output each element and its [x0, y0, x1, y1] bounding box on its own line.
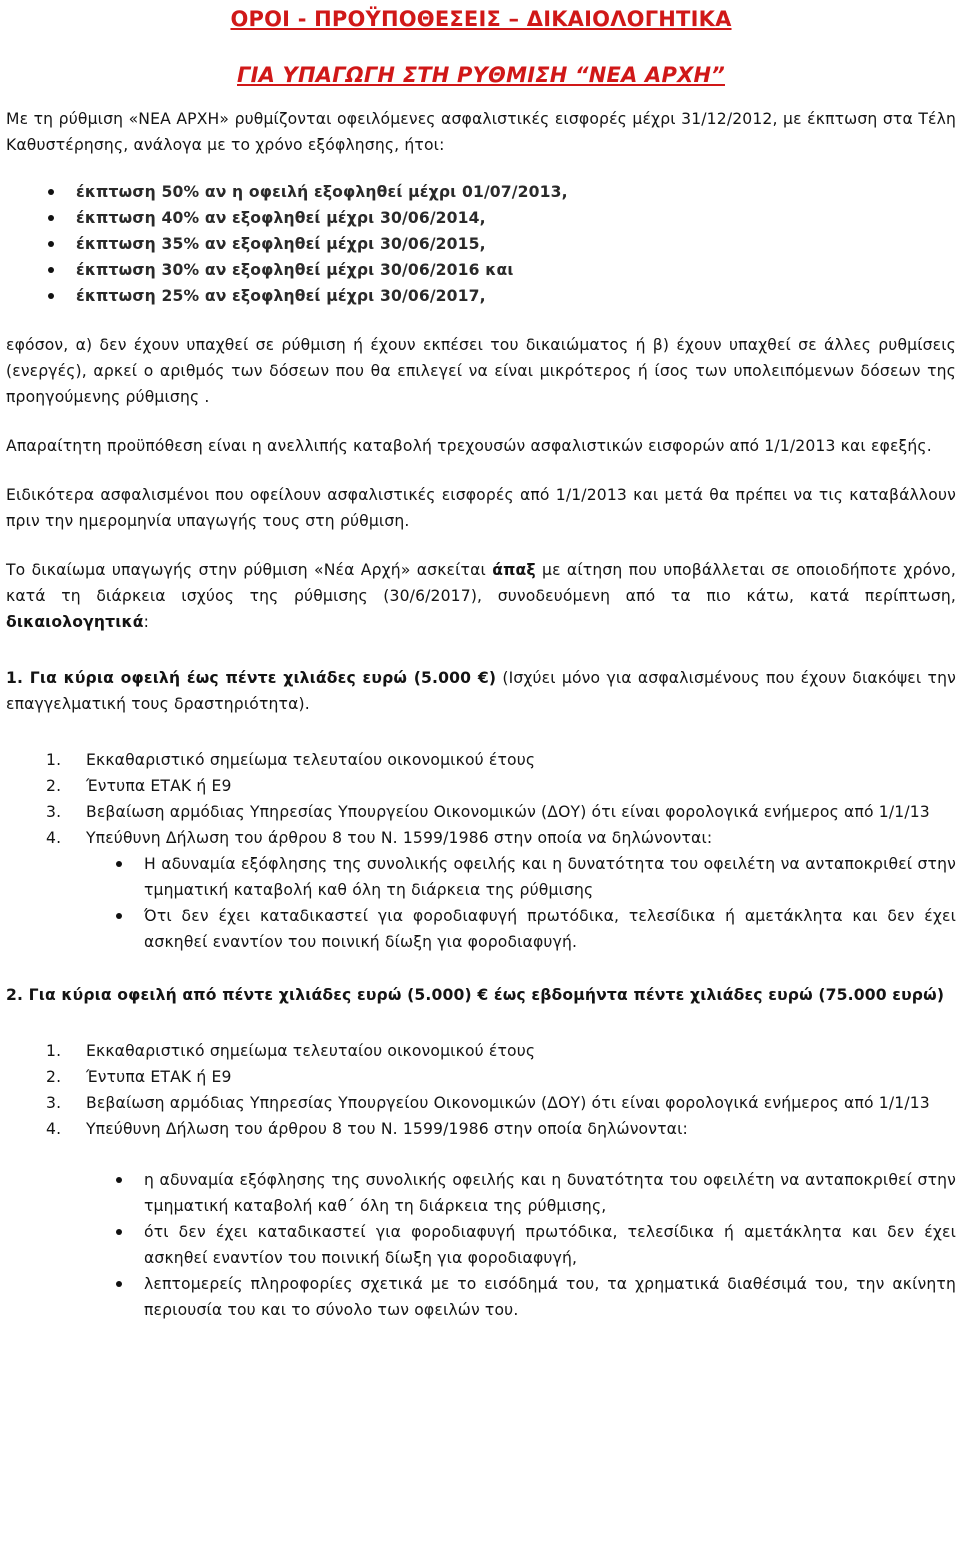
specifically-paragraph: Ειδικότερα ασφαλισμένοι που οφείλουν ασφαλιστικές εισφορές από 1/1/2013 και μετά θα πρέπει να τις καταβάλλουν πριν την ημερομηνία υπαγωγής τους στη ρύθμιση. — [6, 486, 956, 530]
item-text: Έντυπα ΕΤΑΚ ή Ε9 — [86, 777, 232, 795]
item-number: 2. — [46, 777, 62, 795]
list-item: έκπτωση 50% αν η οφειλή εξοφληθεί μέχρι 01/07/2013, — [76, 179, 956, 205]
section-1-documents — [6, 747, 956, 955]
list-item: έκπτωση 40% αν εξοφληθεί μέχρι 30/06/2014, — [76, 205, 956, 231]
page-title: ΟΡΟΙ - ΠΡΟΫΠΟΘΕΣΕΙΣ – ΔΙΚΑΙΟΛΟΓΗΤΙΚΑ — [230, 7, 732, 31]
list-item — [46, 773, 956, 799]
section-2-heading: 2. Για κύρια οφειλή από πέντε χιλιάδες ευρώ (5.000) € έως εβδομήντα πέντε χιλιάδες ευρώ (75.000 ευρώ) — [6, 986, 945, 1004]
list-item: Η αδυναμία εξόφλησης της συνολικής οφειλής και η δυνατότητα του οφειλέτη να ανταποκριθεί στην τμηματική καταβολή καθ όλη τη διάρκεια της ρύθμισης — [144, 851, 956, 903]
item-text: Βεβαίωση αρμόδιας Υπηρεσίας Υπουργείου Οικονομικών (ΔΟΥ) ότι είναι φορολογικά ενήμερος από 1/1/13 — [86, 803, 930, 821]
item-number: 4. — [46, 1120, 62, 1138]
list-item — [46, 825, 956, 955]
right-text-middle: με αίτηση που υποβάλλεται σε οποιοδήποτε χρόνο, κατά τη διάρκεια ισχύος της ρύθμισης (30/6/2017), συνοδευόμενη από τα πιο κάτω, κατά περίπτωση, — [6, 561, 956, 605]
document — [6, 0, 956, 1323]
section-1-declarations — [86, 851, 956, 955]
item-number: 1. — [46, 751, 62, 769]
list-item — [46, 747, 956, 773]
list-item — [46, 1090, 956, 1116]
prerequisite-paragraph: Απαραίτητη προϋπόθεση είναι η ανελλιπής καταβολή τρεχουσών ασφαλιστικών εισφορών από 1/1/2013 και εφεξής. — [6, 437, 932, 455]
list-item — [46, 1038, 956, 1064]
list-item — [46, 1064, 956, 1090]
discount-list — [6, 179, 956, 309]
item-text: Εκκαθαριστικό σημείωμα τελευταίου οικονομικού έτους — [86, 751, 536, 769]
item-number: 3. — [46, 803, 62, 821]
item-text: Εκκαθαριστικό σημείωμα τελευταίου οικονομικού έτους — [86, 1042, 536, 1060]
page-subtitle: ΓΙΑ ΥΠΑΓΩΓΗ ΣΤΗ ΡΥΘΜΙΣΗ “ΝΕΑ ΑΡΧΗ” — [237, 63, 725, 87]
right-paragraph — [6, 557, 956, 635]
section-2-documents — [6, 1038, 956, 1323]
list-item: η αδυναμία εξόφλησης της συνολικής οφειλής και η δυνατότητα του οφειλέτη να ανταποκριθεί στην τμηματική καταβολή καθ΄ όλη τη διάρκεια της ρύθμισης, — [144, 1167, 956, 1219]
right-text-end: : — [143, 613, 149, 631]
list-item: Ότι δεν έχει καταδικαστεί για φοροδιαφυγή πρωτόδικα, τελεσίδικα ή αμετάκλητα και δεν έχει ασκηθεί εναντίον του ποινική δίωξη για φοροδιαφυγή. — [144, 903, 956, 955]
list-item — [46, 1116, 956, 1323]
item-number: 4. — [46, 829, 62, 847]
list-item: ότι δεν έχει καταδικαστεί για φοροδιαφυγή πρωτόδικα, τελεσίδικα ή αμετάκλητα και δεν έχει ασκηθεί εναντίον του ποινική δίωξη για φοροδιαφυγή, — [144, 1219, 956, 1271]
list-item: λεπτομερείς πληροφορίες σχετικά με το εισόδημά του, τα χρηματικά διαθέσιμά του, την ακίνητη περιουσία του και το σύνολο των οφειλών του. — [144, 1271, 956, 1323]
list-item: έκπτωση 30% αν εξοφληθεί μέχρι 30/06/2016 και — [76, 257, 956, 283]
right-text-start: Το δικαίωμα υπαγωγής στην ρύθμιση «Νέα Αρχή» ασκείται — [6, 561, 493, 579]
right-once: άπαξ — [492, 561, 536, 579]
item-text: Υπεύθυνη Δήλωση του άρθρου 8 του Ν. 1599/1986 στην οποία δηλώνονται: — [86, 1120, 688, 1138]
right-docs: δικαιολογητικά — [6, 613, 144, 631]
item-text: Βεβαίωση αρμόδιας Υπηρεσίας Υπουργείου Οικονομικών (ΔΟΥ) ότι είναι φορολογικά ενήμερος από 1/1/13 — [86, 1094, 930, 1112]
item-number: 1. — [46, 1042, 62, 1060]
list-item: έκπτωση 35% αν εξοφληθεί μέχρι 30/06/2015, — [76, 231, 956, 257]
item-text: Έντυπα ΕΤΑΚ ή Ε9 — [86, 1068, 232, 1086]
item-number: 2. — [46, 1068, 62, 1086]
intro-paragraph: Με τη ρύθμιση «ΝΕΑ ΑΡΧΗ» ρυθμίζονται οφειλόμενες ασφαλιστικές εισφορές μέχρι 31/12/2012, με έκπτωση στα Τέλη Καθυστέρησης, ανάλογα με το χρόνο εξόφλησης, ήτοι: — [6, 110, 956, 154]
conditions-paragraph: εφόσον, α) δεν έχουν υπαχθεί σε ρύθμιση ή έχουν εκπέσει του δικαιώματος ή β) έχουν υπαχθεί σε άλλες ρυθμίσεις (ενεργές), αρκεί ο αριθμός των δόσεων που θα επιλεγεί να είναι μικρότερος ή ίσος των υπολειπόμενων δόσεων της προηγούμενης ρύθμισης . — [6, 336, 956, 406]
item-text: Υπεύθυνη Δήλωση του άρθρου 8 του Ν. 1599/1986 στην οποία να δηλώνονται: — [86, 829, 713, 847]
section-1-heading — [6, 665, 956, 717]
list-item: έκπτωση 25% αν εξοφληθεί μέχρι 30/06/2017, — [76, 283, 956, 309]
section-2-declarations — [86, 1167, 956, 1323]
item-number: 3. — [46, 1094, 62, 1112]
section-1-title: 1. Για κύρια οφειλή έως πέντε χιλιάδες ευρώ (5.000 €) — [6, 669, 497, 687]
list-item — [46, 799, 956, 825]
section-1-note: (Ισχύει μόνο για ασφαλισμένους που έχουν διακόψει την επαγγελματική τους δραστηριότητα). — [6, 669, 956, 713]
